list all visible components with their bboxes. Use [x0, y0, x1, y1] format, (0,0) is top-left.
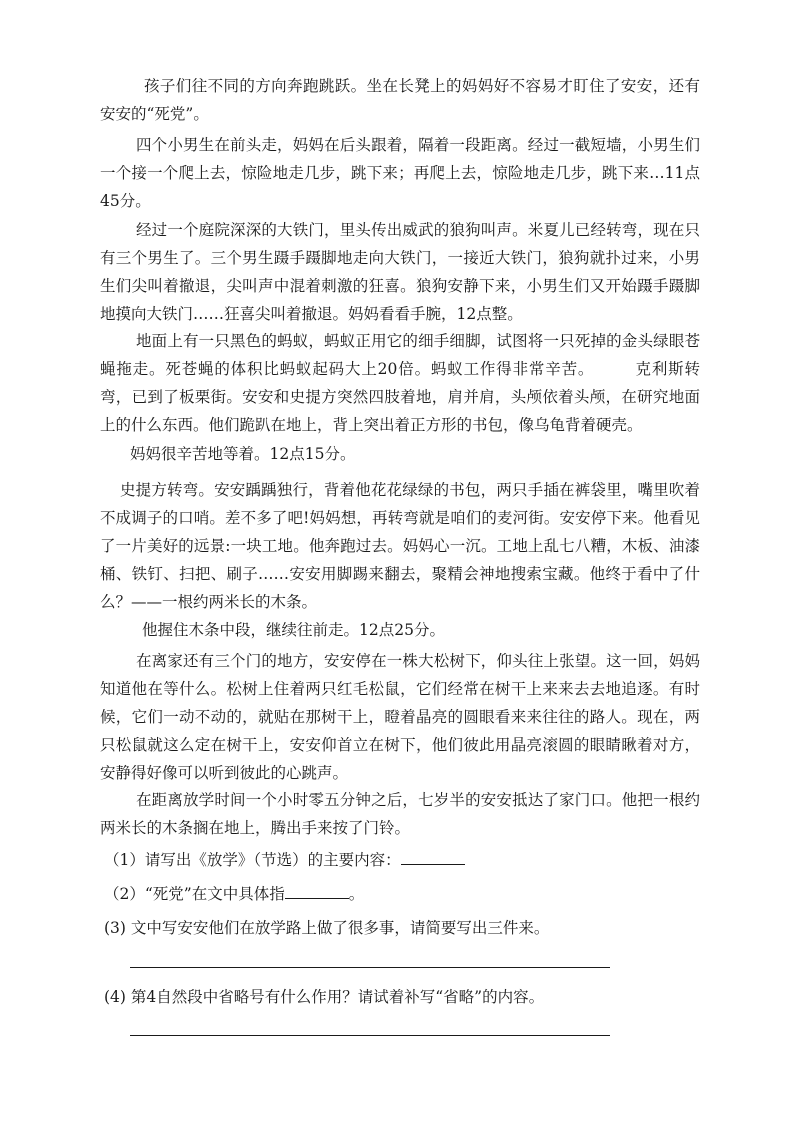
question-3-answer-line[interactable]	[130, 967, 610, 968]
question-2-text: （2）“死党”在文中具体指	[104, 885, 285, 903]
question-3	[104, 914, 549, 942]
question-2-answer-blank[interactable]	[285, 882, 349, 899]
paragraph-2: 四个小男生在前头走，妈妈在后头跟着，隔着一段距离。经过一截短墙，小男生们一个接一个爬上去，惊险地走几步，跳下来；再爬上去，惊险地走几步，跳下来…11点45分。	[100, 136, 700, 210]
question-1-text: （1）请写出《放学》（节选）的主要内容：	[104, 851, 401, 869]
paragraph-6: 史提方转弯。安安踽踽独行，背着他花花绿绿的书包，两只手插在裤袋里，嘴里吹着不成调子的口哨。差不多了吧!妈妈想，再转弯就是咱们的麦河街。安安停下来。他看见了一片美好的远景:一块工地。他奔跑过去。妈妈心一沉。工地上乱七八糟，木板、油漆桶、铁钉、扫把、刷子……安安用脚踢来翻去，聚精会神地搜索宝藏。他终于看中了什么？——一根约两米长的木条。	[100, 481, 700, 611]
question-1	[104, 846, 465, 874]
question-1-answer-blank[interactable]	[401, 848, 465, 865]
question-2-suffix: 。	[348, 885, 365, 903]
question-3-text: (3) 文中写安安他们在放学路上做了很多事，请简要写出三件来。	[104, 919, 550, 937]
question-2	[104, 880, 364, 908]
paragraph-8: 在离家还有三个门的地方，安安停在一株大松树下，仰头往上张望。这一回，妈妈知道他在等什么。松树上住着两只红毛松鼠，它们经常在树干上来来去去地追逐。有时候，它们一动不动的，就贴在那树干上，瞪着晶亮的圆眼看来来往往的路人。现在，两只松鼠就这么定在树干上，安安仰首立在树下，他们彼此用晶亮滚圆的眼睛瞅着对方，安静得好像可以听到彼此的心跳声。	[100, 652, 700, 782]
question-4	[104, 983, 544, 1011]
paragraph-7: 他握住木条中段，继续往前走。12点25分。	[142, 621, 445, 639]
paragraph-4: 地面上有一只黑色的蚂蚁，蚂蚁正用它的细手细脚，试图将一只死掉的金头绿眼苍蝇拖走。死苍蝇的体积比蚂蚁起码大上20倍。蚂蚁工作得非常辛苦。 克利斯转弯，已到了板栗街。安安和史提方突然四肢着地，肩并肩，头颅依着头颅，在研究地面上的什么东西。他们跪趴在地上，背上突出着正方形的书包，像乌龟背着硬壳。	[100, 332, 700, 434]
paragraph-9: 在距离放学时间一个小时零五分钟之后，七岁半的安安抵达了家门口。他把一根约两米长的木条搁在地上，腾出手来按了门铃。	[100, 791, 700, 837]
paragraph-1: 孩子们往不同的方向奔跑跳跃。坐在长凳上的妈妈好不容易才盯住了安安，还有安安的“死党”。	[100, 77, 700, 123]
paragraph-3: 经过一个庭院深深的大铁门，里头传出威武的狼狗叫声。米夏儿已经转弯，现在只有三个男生了。三个男生蹑手蹑脚地走向大铁门，一接近大铁门，狼狗就扑过来，小男生们尖叫着撤退，尖叫声中混着刺激的狂喜。狼狗安静下来，小男生们又开始蹑手蹑脚地摸向大铁门……狂喜尖叫着撤退。妈妈看看手腕，12点整。	[100, 221, 700, 323]
question-4-answer-line[interactable]	[130, 1035, 610, 1036]
question-4-text: (4) 第4自然段中省略号有什么作用？请试着补写“省略”的内容。	[104, 988, 545, 1006]
paragraph-5: 妈妈很辛苦地等着。12点15分。	[130, 445, 356, 463]
